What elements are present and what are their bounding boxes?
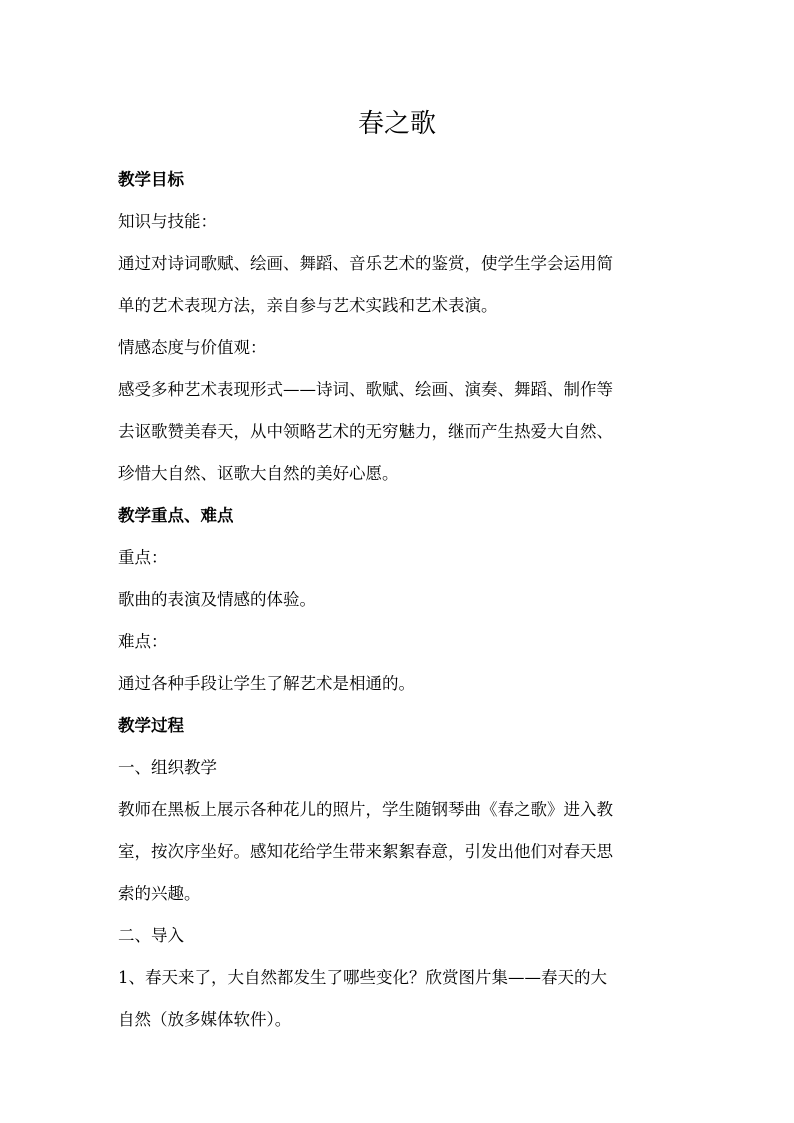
section-heading-key-points: 教学重点、难点 [118, 506, 234, 525]
paragraph-line: 索的兴趣。 [118, 884, 201, 903]
paragraph-line: 通过各种手段让学生了解艺术是相通的。 [118, 674, 415, 693]
paragraph-line: 教师在黑板上展示各种花儿的照片，学生随钢琴曲《春之歌》进入教 [118, 800, 613, 819]
paragraph-line: 室，按次序坐好。感知花给学生带来絮絮春意，引发出他们对春天思 [118, 842, 613, 861]
paragraph-line: 1、春天来了，大自然都发生了哪些变化？欣赏图片集——春天的大 [118, 968, 607, 987]
paragraph-line: 去讴歌赞美春天，从中领略艺术的无穷魅力，继而产生热爱大自然、 [118, 422, 613, 441]
subheading-difficulty: 难点： [118, 632, 168, 651]
paragraph-line: 通过对诗词歌赋、绘画、舞蹈、音乐艺术的鉴赏，使学生学会运用简 [118, 254, 613, 273]
subheading-organize-teaching: 一、组织教学 [118, 758, 217, 777]
section-heading-teaching-goals: 教学目标 [118, 170, 184, 189]
paragraph-line: 单的艺术表现方法，亲自参与艺术实践和艺术表演。 [118, 296, 498, 315]
paragraph-line: 歌曲的表演及情感的体验。 [118, 590, 316, 609]
subheading-introduction: 二、导入 [118, 926, 184, 945]
paragraph-line: 自然（放多媒体软件）。 [118, 1010, 292, 1029]
section-heading-teaching-process: 教学过程 [118, 716, 184, 735]
paragraph-line: 感受多种艺术表现形式——诗词、歌赋、绘画、演奏、舞蹈、制作等 [118, 380, 613, 399]
subheading-knowledge-skills: 知识与技能： [118, 212, 217, 231]
document-title: 春之歌 [357, 109, 436, 139]
paragraph-line: 珍惜大自然、讴歌大自然的美好心愿。 [118, 464, 399, 483]
subheading-key-point: 重点： [118, 548, 168, 567]
subheading-emotion-values: 情感态度与价值观： [118, 338, 267, 357]
